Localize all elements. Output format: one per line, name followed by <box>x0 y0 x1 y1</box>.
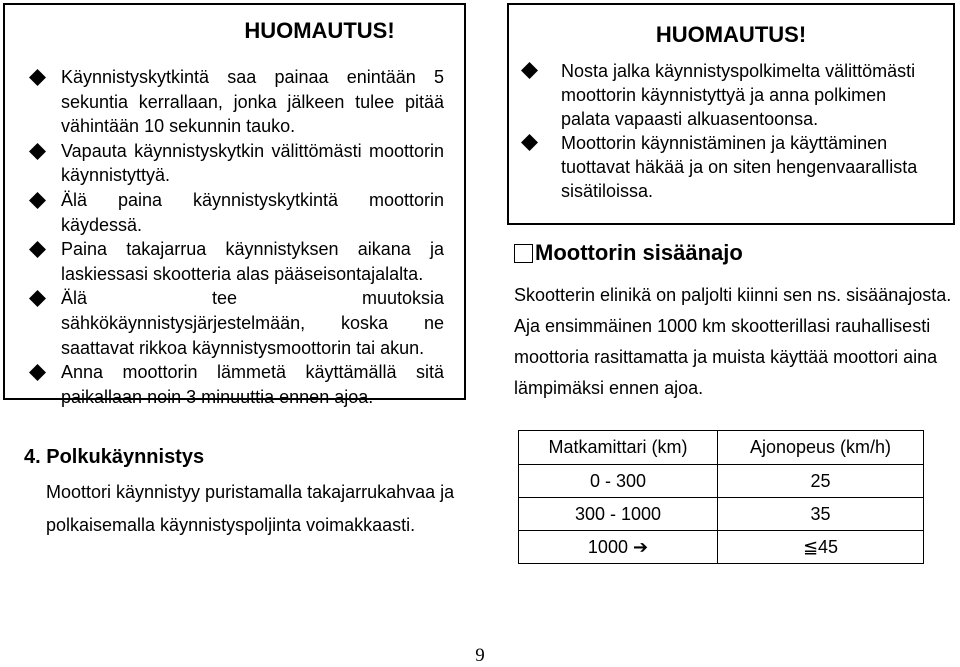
warning-box-left <box>3 3 466 407</box>
table-cell: ≦45 <box>718 531 924 564</box>
table-row <box>519 531 924 564</box>
break-in-text <box>514 280 954 404</box>
diamond-bullet-icon <box>29 241 46 258</box>
list-item-text: Anna moottorin lämmetä käyttämällä sitä paikallaan noin 3 minuuttia ennen ajoa. <box>61 362 444 407</box>
kick-start-heading <box>24 444 484 470</box>
list-item-text: Paina takajarrua käynnistyksen aikana ja laskiessasi skootteria alas pääseisontajalalta. <box>61 239 444 284</box>
kick-start-text: Moottori käynnistyy puristamalla takajarrukahvaa ja polkaisemalla käynnistyspoljinta voimakkaasti. <box>46 482 455 535</box>
table-header-row <box>519 431 924 465</box>
list-item <box>5 360 464 409</box>
section-number: 4. <box>24 446 41 468</box>
list-item <box>5 188 464 237</box>
list-item-text: Käynnistyskytkintä saa painaa enintään 5 sekuntia kerrallaan, jonka jälkeen tulee pitää vähintään 10 sekunnin tauko. <box>61 67 444 137</box>
warning-title: HUOMAUTUS! <box>244 18 395 43</box>
diamond-bullet-icon <box>521 134 538 151</box>
kick-start-section <box>24 444 484 542</box>
table-cell-text: 1000 <box>587 536 633 557</box>
list-item <box>5 139 464 188</box>
warning-title: HUOMAUTUS! <box>655 22 807 47</box>
speed-table <box>518 430 924 564</box>
list-item-text: Vapauta käynnistyskytkin välittömästi moottorin käynnistyttyä. <box>61 140 444 186</box>
list-item <box>509 59 953 131</box>
diamond-bullet-icon <box>29 192 46 209</box>
break-in-heading <box>514 238 954 268</box>
table-cell: 0 - 300 <box>519 465 718 498</box>
table-cell: 35 <box>718 498 924 531</box>
list-item-text: Moottorin käynnistäminen ja käyttäminen tuottavat häkää ja on siten hengenvaarallista sisätiloissa. <box>561 133 918 201</box>
list-item <box>5 237 464 286</box>
section-heading-text: Polkukäynnistys <box>46 446 205 468</box>
break-in-line: Skootterin elinikä on paljolti kiinni sen ns. sisäänajosta. <box>514 285 952 305</box>
break-in-paragraph: Aja ensimmäinen 1000 km skootterillasi rauhallisesti moottoria rasittamatta ja muista käyttää moottori aina lämpimäksi ennen ajoa. <box>514 316 938 398</box>
list-item-text: Älä tee muutoksia sähkökäynnistysjärjestelmään, koska ne saattavat rikkoa käynnistysmoottorin tai akun. <box>61 288 444 358</box>
diamond-bullet-icon <box>29 290 46 307</box>
warning-list <box>509 59 953 203</box>
diamond-bullet-icon <box>29 69 46 86</box>
list-item <box>5 65 464 139</box>
table-header: Ajonopeus (km/h) <box>718 431 924 465</box>
warning-box-right <box>507 3 955 225</box>
table-cell: 300 - 1000 <box>519 498 718 531</box>
list-item-text: Nosta jalka käynnistyspolkimelta välittömästi moottorin käynnistyttyä ja anna polkimen palata vapaasti alkuasentoonsa. <box>561 61 916 129</box>
break-in-heading-text: Moottorin sisäänajo <box>535 240 743 265</box>
list-item <box>509 131 953 203</box>
diamond-bullet-icon <box>29 143 46 160</box>
table-row <box>519 498 924 531</box>
arrow-right-icon: ➔ <box>632 536 649 557</box>
table-row <box>519 465 924 498</box>
break-in-section <box>514 238 954 404</box>
list-item <box>5 286 464 360</box>
checkbox-icon <box>514 244 533 263</box>
table-header: Matkamittari (km) <box>519 431 718 465</box>
page-number: 9 <box>475 645 485 666</box>
table-cell: 25 <box>718 465 924 498</box>
warning-list <box>5 65 464 409</box>
list-item-text: Älä paina käynnistyskytkintä moottorin käydessä. <box>61 189 444 235</box>
table-cell <box>519 531 718 564</box>
diamond-bullet-icon <box>29 364 46 381</box>
diamond-bullet-icon <box>521 62 538 79</box>
